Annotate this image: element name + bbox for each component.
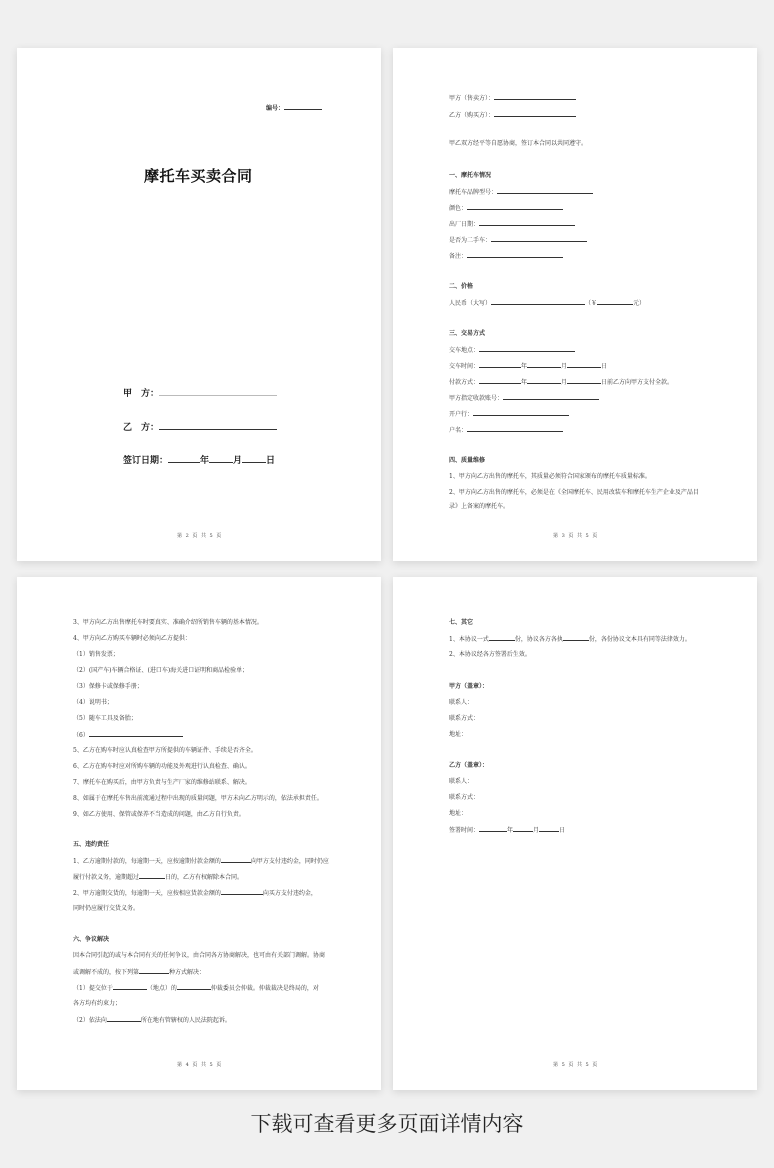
contract-page-4 [17,577,381,1090]
delivery-place-blank[interactable] [479,346,575,352]
brand-blank[interactable] [497,188,593,194]
buyer-label: 乙方（购买方）： [449,112,495,119]
day-label: 日 [601,363,608,370]
item-6-label: （6） [73,732,89,739]
sign-day-blank[interactable] [539,826,559,832]
account-name-blank[interactable] [467,426,563,432]
contract-cover-page [17,48,381,561]
party-a-label: 甲 方： [123,389,160,399]
party-a-contact: 联系人： [449,699,474,706]
copies-text: 1、本协议一式 [449,636,489,643]
party-a-seal-title: 甲方（盖章）： [449,683,489,690]
dispute-b1-text: 或调解不成的，按下列第 [73,969,140,976]
court-place-blank[interactable] [107,1016,141,1022]
color-label: 颜色： [449,205,468,212]
payment-month-blank[interactable] [527,378,561,384]
clause-6: 6、乙方在购车时应对所购车辆的功能及外观进行认真检查、确认。 [73,763,251,770]
party-b-seal-title: 乙方（盖章）： [449,762,489,769]
item-1: （1）销售发票； [73,651,119,658]
quality-clause-1: 1、甲方向乙方出售的摩托车，其质量必须符合国家颁布的摩托车质量标准。 [449,473,651,480]
arbitration-committee-blank[interactable] [177,984,211,990]
month-label: 月 [561,363,568,370]
yen-label: （￥ [585,300,598,307]
clause-3: 3、甲方向乙方出售摩托车时要真实、准确介绍所销售车辆的基本情况。 [73,619,263,626]
section-6-title: 六、争议解决 [73,936,110,943]
seller-label: 甲方（售卖方）： [449,95,495,102]
factory-date-label: 出厂日期： [449,221,480,228]
section-3-title: 三、交易方式 [449,330,486,337]
dispute-e [73,1016,231,1025]
dispute-d: 各方均有约束力； [73,1000,122,1007]
contract-page-5 [393,577,757,1090]
other-clause-1 [449,635,691,644]
section-5-title: 五、违约责任 [73,841,110,848]
quality-clause-2a: 2、甲方向乙方出售的摩托车，必须是在《全国摩托车、民用改装车和摩托车生产企业及产品目 [449,489,699,496]
bank-blank[interactable] [473,410,569,416]
clause-5: 5、乙方在购车时应认真检查甲方所提供的车辆证件、手续是否齐全。 [73,747,257,754]
payment-day-blank[interactable] [567,378,601,384]
breach-2a [73,889,317,898]
note-label: 备注： [449,253,468,260]
brand-field [449,188,593,197]
brand-label: 摩托车品牌型号： [449,189,498,196]
account-name-field [449,426,563,435]
sign-date-label: 签订日期： [123,456,169,466]
payment-year-blank[interactable] [479,378,521,384]
clause-9: 9、如乙方使用、保管或保养不当造成的问题，由乙方自行负责。 [73,811,245,818]
payment-label: 付款方式： [449,379,480,386]
dispute-c1-text: （1）提交位于 [73,985,113,992]
breach-1c [73,873,243,882]
breach-1b-text: 向甲方支付违约金，同时仍应 [250,858,329,865]
page-number: 第 5 页 共 5 页 [553,1062,599,1068]
year-label: 年 [200,456,210,466]
color-field [449,204,563,213]
item-2: （2）(国产车)车辆合格证、(进口车)海关进口证明和商品检验单； [73,667,249,674]
payment-field [449,378,673,387]
dispute-c2-text: （地点）的 [146,985,177,992]
factory-date-field [449,220,575,229]
year-label: 年 [521,363,528,370]
delivery-time-label: 交车时间： [449,363,480,370]
party-a-blank[interactable] [159,387,277,396]
account-label: 甲方指定收款账号： [449,395,504,402]
breach-days-blank[interactable] [139,873,165,879]
party-a-address: 地址： [449,731,468,738]
sign-date-field [123,453,275,466]
used-field [449,236,587,245]
clause-4: 4、甲方向乙方购买车辆时必须向乙方提供： [73,635,191,642]
bank-label: 开户行： [449,411,474,418]
dispute-b2-text: 种方式解决： [169,969,206,976]
payment-tail: 日前乙方向甲方支付全款。 [601,379,674,386]
delivery-month-blank[interactable] [527,362,561,368]
dispute-c3-text: 仲裁委员会仲裁。仲裁裁决是终局的，对 [210,985,319,992]
account-blank[interactable] [503,394,599,400]
breach-2b-text: 向买方支付违约金， [262,890,317,897]
number-blank[interactable] [284,104,322,110]
item-4: （4）说明书； [73,699,113,706]
dispute-b [73,968,205,977]
item-6-field [73,731,183,740]
each-holds-text: 份，协议各方各执 [514,636,563,643]
sign-month-blank[interactable] [513,826,533,832]
month-label: 月 [533,827,540,834]
breach-2-blank[interactable] [221,889,263,895]
dispute-a: 因本合同引起的或与本合同有关的任何争议，由合同各方协商解决，也可由有关部门调解。协商 [73,952,326,959]
breach-1c-text: 履行付款义务，逾期超过 [73,874,140,881]
party-b-blank[interactable] [159,421,277,430]
bank-field [449,410,569,419]
sign-year-blank[interactable] [479,826,507,832]
sign-time-field [449,826,565,835]
dispute-option-blank[interactable] [139,968,169,974]
breach-1d-text: 日的，乙方有权解除本合同。 [165,874,244,881]
year-blank[interactable] [168,454,200,463]
breach-1a [73,857,329,866]
party-b-contact: 联系人： [449,778,474,785]
seller-field [449,94,576,103]
page-number: 第 2 页 共 5 页 [177,533,223,539]
price-field [449,299,645,308]
clause-8: 8、如属于在摩托车售出前流通过程中出现的质量问题，甲方未向乙方明示的，依法承担责任。 [73,795,323,802]
yuan-label: 元） [633,300,646,307]
buyer-field [449,111,576,120]
breach-2c: 同时仍应履行交货义务。 [73,905,140,912]
delivery-year-blank[interactable] [479,362,521,368]
delivery-place-field [449,346,575,355]
year-label: 年 [507,827,514,834]
item-5: （5）随车工具及备胎； [73,715,137,722]
day-blank[interactable] [242,454,266,463]
section-1-title: 一、摩托车情况 [449,172,492,179]
delivery-time-field [449,362,607,371]
month-label: 月 [561,379,568,386]
quality-clause-2b: 录》上备案的摩托车。 [449,503,510,510]
note-field [449,252,563,261]
legal-effect-text: 份，各份协议文本具有同等法律效力。 [588,636,691,643]
yen-blank[interactable] [597,299,633,305]
party-b-phone: 联系方式： [449,794,480,801]
download-caption: 下载可查看更多页面详情内容 [250,1112,524,1136]
item-3: （3）保修卡或保修手册； [73,683,143,690]
factory-date-blank[interactable] [479,220,575,226]
account-name-label: 户名： [449,427,468,434]
dispute-e1-text: （2）依法向 [73,1017,107,1024]
party-a-field [123,386,277,399]
section-2-title: 二、价格 [449,283,474,290]
page-number: 第 4 页 共 5 页 [177,1062,223,1068]
breach-rate-blank[interactable] [221,857,251,863]
delivery-place-label: 交车地点： [449,347,480,354]
rmb-blank[interactable] [491,299,585,305]
section-4-title: 四、质量维修 [449,457,486,464]
dispute-c [73,984,319,993]
note-blank[interactable] [467,252,563,258]
account-field [449,394,599,403]
copies-blank[interactable] [489,635,515,641]
arbitration-place-blank[interactable] [113,984,147,990]
party-a-phone: 联系方式： [449,715,480,722]
rmb-label: 人民币（大写） [449,300,492,307]
clause-7: 7、摩托车在购买后，由甲方负责与生产厂家的维修站联系、解决。 [73,779,251,786]
day-label: 日 [559,827,566,834]
party-b-address: 地址： [449,810,468,817]
other-clause-2: 2、本协议经各方签署后生效。 [449,651,531,658]
day-label: 日 [266,456,276,466]
number-field [266,104,322,113]
buyer-blank[interactable] [494,111,576,117]
month-label: 月 [233,456,243,466]
sign-time-label: 签署时间： [449,827,480,834]
item-6-blank[interactable] [89,731,183,737]
color-blank[interactable] [467,204,563,210]
party-b-label: 乙 方： [123,423,160,433]
party-b-field [123,420,277,433]
seller-blank[interactable] [494,94,576,100]
each-copies-blank[interactable] [563,635,589,641]
contract-title: 摩托车买卖合同 [144,167,253,185]
breach-2a-text: 2、甲方逾期交货的，每逾期一天，应按相应货款金额的 [73,890,221,897]
number-label: 编号： [266,105,285,112]
dispute-e2-text: 所在地有管辖权的人民法院起诉。 [140,1017,231,1024]
section-7-title: 七、其它 [449,619,474,626]
month-blank[interactable] [209,454,233,463]
used-label: 是否为二手车： [449,237,492,244]
page-number: 第 3 页 共 5 页 [553,533,599,539]
used-blank[interactable] [491,236,587,242]
year-label: 年 [521,379,528,386]
intro-text: 甲乙双方经平等自愿协商，签订本合同以共同遵守。 [449,140,588,147]
breach-1a-text: 1、乙方逾期付款的，每逾期一天，应按逾期付款金额的 [73,858,221,865]
delivery-day-blank[interactable] [567,362,601,368]
contract-page-3 [393,48,757,561]
